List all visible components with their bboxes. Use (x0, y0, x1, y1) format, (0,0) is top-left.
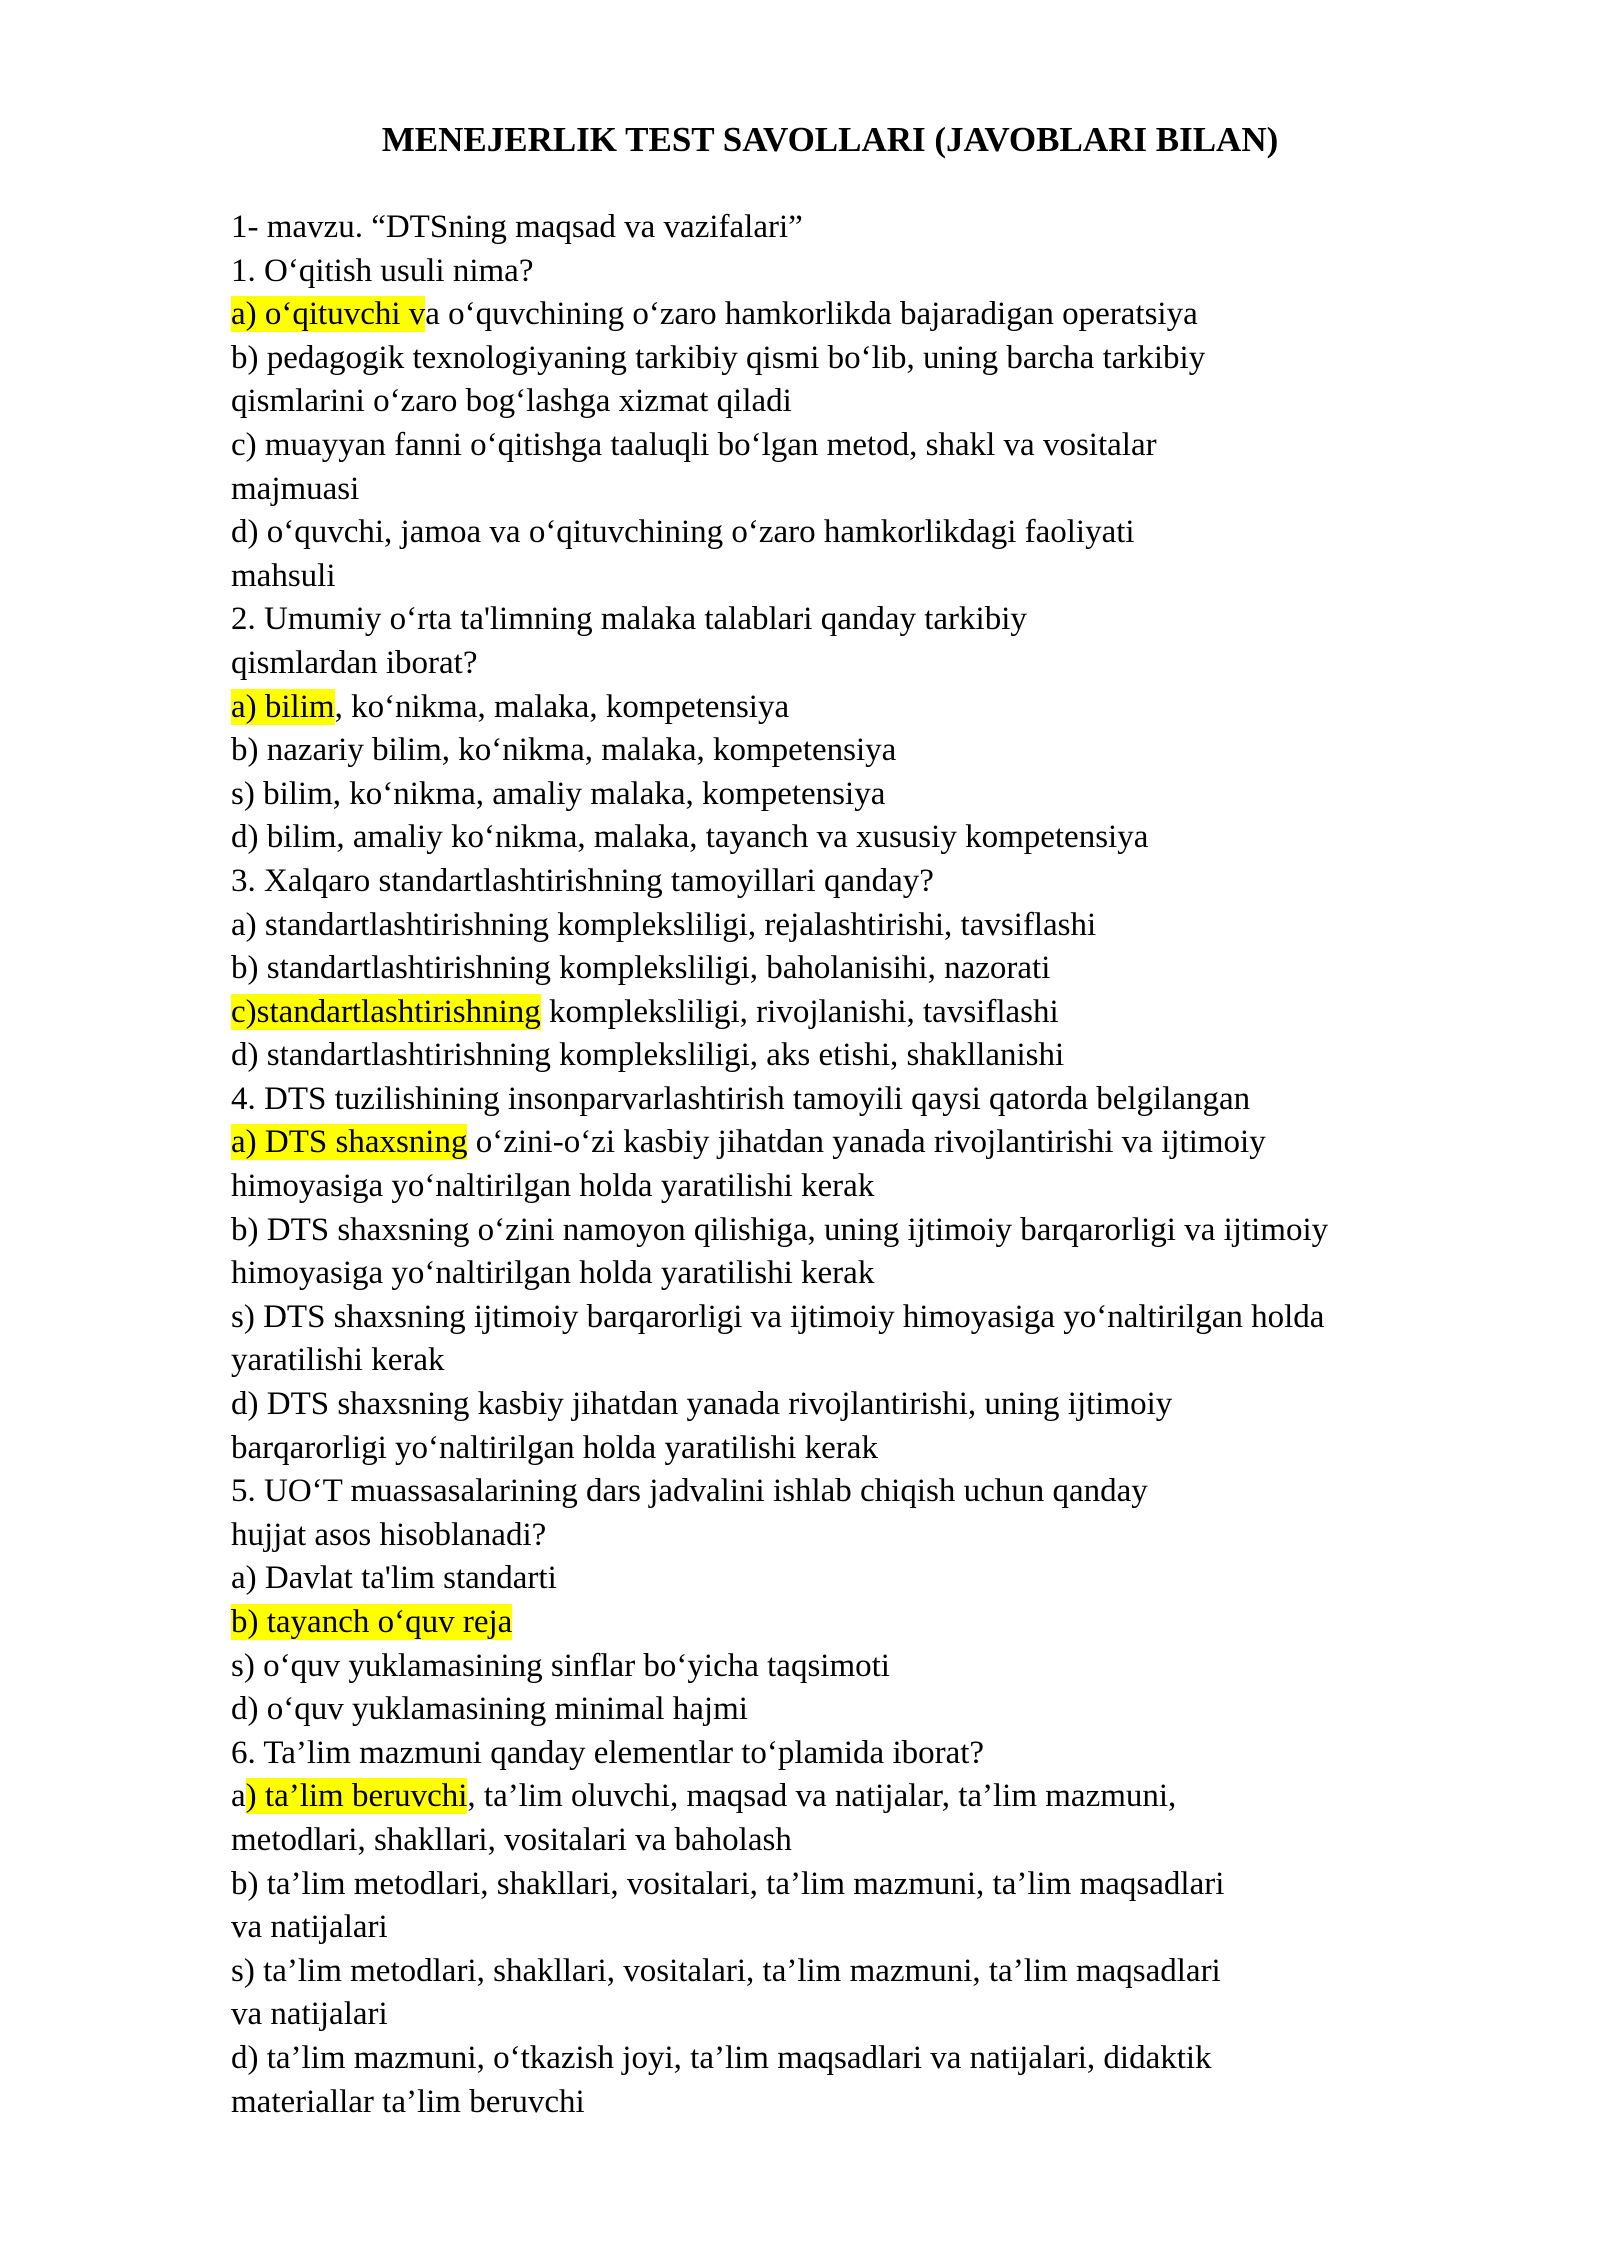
text-line (231, 1775, 1531, 1819)
line-text: s) o‘quv yuklamasining sinflar bo‘yicha taqsimoti (231, 1647, 890, 1684)
text-line (231, 1165, 1531, 1209)
text-line (231, 424, 1531, 468)
text-line (231, 1121, 1531, 1165)
text-line (231, 773, 1531, 817)
text-line (231, 1863, 1531, 1907)
line-text: 1. O‘qitish usuli nima? (231, 252, 534, 289)
text-line (231, 2037, 1531, 2081)
line-text: a) Davlat ta'lim standarti (231, 1560, 557, 1597)
text-line (231, 468, 1531, 512)
line-text: c) muayyan fanni o‘qitishga taaluqli bo‘lgan metod, shakl va vositalar (231, 426, 1157, 463)
line-text: metodlari, shakllari, vositalari va baholash (231, 1821, 792, 1858)
line-text: materiallar ta’lim beruvchi (231, 2083, 585, 2120)
text-line (231, 555, 1531, 599)
text-line (231, 860, 1531, 904)
line-text: b) standartlashtirishning kompleksliligi, baholanisihi, nazorati (231, 950, 1051, 987)
text-line (231, 1427, 1531, 1471)
line-text: himoyasiga yo‘naltirilgan holda yaratilishi kerak (231, 1255, 875, 1292)
text-line (231, 1383, 1531, 1427)
line-text: b) DTS shaxsning o‘zini namoyon qilishiga, uning ijtimoiy barqarorligi va ijtimoiy (231, 1211, 1329, 1248)
line-text: mahsuli (231, 557, 336, 594)
line-text: kompleksliligi, rivojlanishi, tavsiflashi (540, 993, 1059, 1030)
line-text: b) pedagogik texnologiyaning tarkibiy qismi bo‘lib, uning barcha tarkibiy (231, 339, 1206, 376)
line-text: va natijalari (231, 1996, 388, 2033)
line-text: s) bilim, ko‘nikma, amaliy malaka, kompetensiya (231, 775, 886, 812)
highlighted-answer: b) tayanch o‘quv reja (231, 1604, 513, 1640)
line-text: himoyasiga yo‘naltirilgan holda yaratilishi kerak (231, 1168, 875, 1205)
text-line (231, 206, 1531, 250)
text-line (231, 1209, 1531, 1253)
line-text: hujjat asos hisoblanadi? (231, 1516, 547, 1553)
line-text: va natijalari (231, 1909, 388, 1946)
line-text: a) standartlashtirishning kompleksliligi, rejalashtirishi, tavsiflashi (231, 906, 1097, 943)
document-title: MENEJERLIK TEST SAVOLLARI (JAVOBLARI BILAN) (381, 120, 1279, 159)
line-text: b) ta’lim metodlari, shakllari, vositalari, ta’lim mazmuni, ta’lim maqsadlari (231, 1865, 1225, 1902)
line-text: 1- mavzu. “DTSning maqsad va vazifalari” (231, 209, 803, 245)
highlighted-answer: a) DTS shaxsning (231, 1124, 468, 1161)
document-body (231, 206, 1531, 2124)
line-text: d) o‘quv yuklamasining minimal hajmi (231, 1691, 748, 1728)
line-text: , ta’lim oluvchi, maqsad va natijalar, ta’lim mazmuni, (467, 1778, 1177, 1815)
line-text: 2. Umumiy o‘rta ta'limning malaka talablari qanday tarkibiy (231, 601, 1027, 638)
text-line (231, 598, 1531, 642)
text-line (231, 816, 1531, 860)
text-line (231, 1950, 1531, 1994)
text-line (231, 947, 1531, 991)
line-text: , ko‘nikma, malaka, kompetensiya (334, 688, 790, 725)
text-line (231, 1906, 1531, 1950)
text-line (231, 1470, 1531, 1514)
text-line (231, 1601, 1531, 1645)
text-line (231, 1557, 1531, 1601)
text-line (231, 686, 1531, 730)
text-line (231, 729, 1531, 773)
text-line (231, 1339, 1531, 1383)
text-line (231, 904, 1531, 948)
line-text: o‘zini-o‘zi kasbiy jihatdan yanada rivojlantirishi va ijtimoiy (467, 1124, 1266, 1161)
text-line (231, 1732, 1531, 1776)
line-text: majmuasi (231, 470, 360, 507)
text-line (231, 1688, 1531, 1732)
line-text: a o‘quvchining o‘zaro hamkorlikda bajaradigan operatsiya (425, 296, 1198, 333)
line-text: d) ta’lim mazmuni, o‘tkazish joyi, ta’lim maqsadlari va natijalari, didaktik (231, 2039, 1212, 2076)
text-line (231, 1034, 1531, 1078)
line-text: d) bilim, amaliy ko‘nikma, malaka, tayanch va xususiy kompetensiya (231, 819, 1149, 856)
text-line (231, 511, 1531, 555)
text-prefix: a (231, 1778, 246, 1815)
line-text: 5. UO‘T muassasalarining dars jadvalini ishlab chiqish uchun qanday (231, 1473, 1148, 1510)
text-line (231, 293, 1531, 337)
text-line (231, 642, 1531, 686)
line-text: b) nazariy bilim, ko‘nikma, malaka, kompetensiya (231, 732, 897, 769)
text-line (231, 1514, 1531, 1558)
text-line (231, 1078, 1531, 1122)
line-text: 6. Ta’lim mazmuni qanday elementlar to‘plamida iborat? (231, 1734, 985, 1771)
text-line (231, 380, 1531, 424)
line-text: qismlardan iborat? (231, 644, 478, 681)
highlighted-answer: a) bilim (231, 688, 335, 725)
text-line (231, 250, 1531, 294)
highlighted-answer: ) ta’lim beruvchi (245, 1778, 468, 1815)
highlighted-answer: a) o‘qituvchi v (231, 296, 426, 333)
line-text: s) DTS shaxsning ijtimoiy barqarorligi va ijtimoiy himoyasiga yo‘naltirilgan holda (231, 1298, 1325, 1335)
line-text: 3. Xalqaro standartlashtirishning tamoyillari qanday? (231, 862, 934, 899)
line-text: d) o‘quvchi, jamoa va o‘qituvchining o‘zaro hamkorlikdagi faoliyati (231, 514, 1135, 551)
text-line (231, 991, 1531, 1035)
text-line (231, 1819, 1531, 1863)
text-line (231, 1252, 1531, 1296)
line-text: s) ta’lim metodlari, shakllari, vositalari, ta’lim mazmuni, ta’lim maqsadlari (231, 1952, 1221, 1989)
line-text: 4. DTS tuzilishining insonparvarlashtirish tamoyili qaysi qatorda belgilangan (231, 1080, 1251, 1117)
text-line (231, 1645, 1531, 1689)
text-line (231, 337, 1531, 381)
text-line (231, 2081, 1531, 2125)
line-text: qismlarini o‘zaro bog‘lashga xizmat qiladi (231, 383, 792, 420)
text-line (231, 1993, 1531, 2037)
text-line (231, 1296, 1531, 1340)
line-text: d) DTS shaxsning kasbiy jihatdan yanada rivojlantirishi, uning ijtimoiy (231, 1386, 1173, 1423)
highlighted-answer: c)standartlashtirishning (231, 993, 541, 1030)
line-text: yaratilishi kerak (231, 1342, 445, 1379)
line-text: d) standartlashtirishning kompleksliligi, aks etishi, shakllanishi (231, 1037, 1065, 1074)
line-text: barqarorligi yo‘naltirilgan holda yaratilishi kerak (231, 1429, 878, 1466)
